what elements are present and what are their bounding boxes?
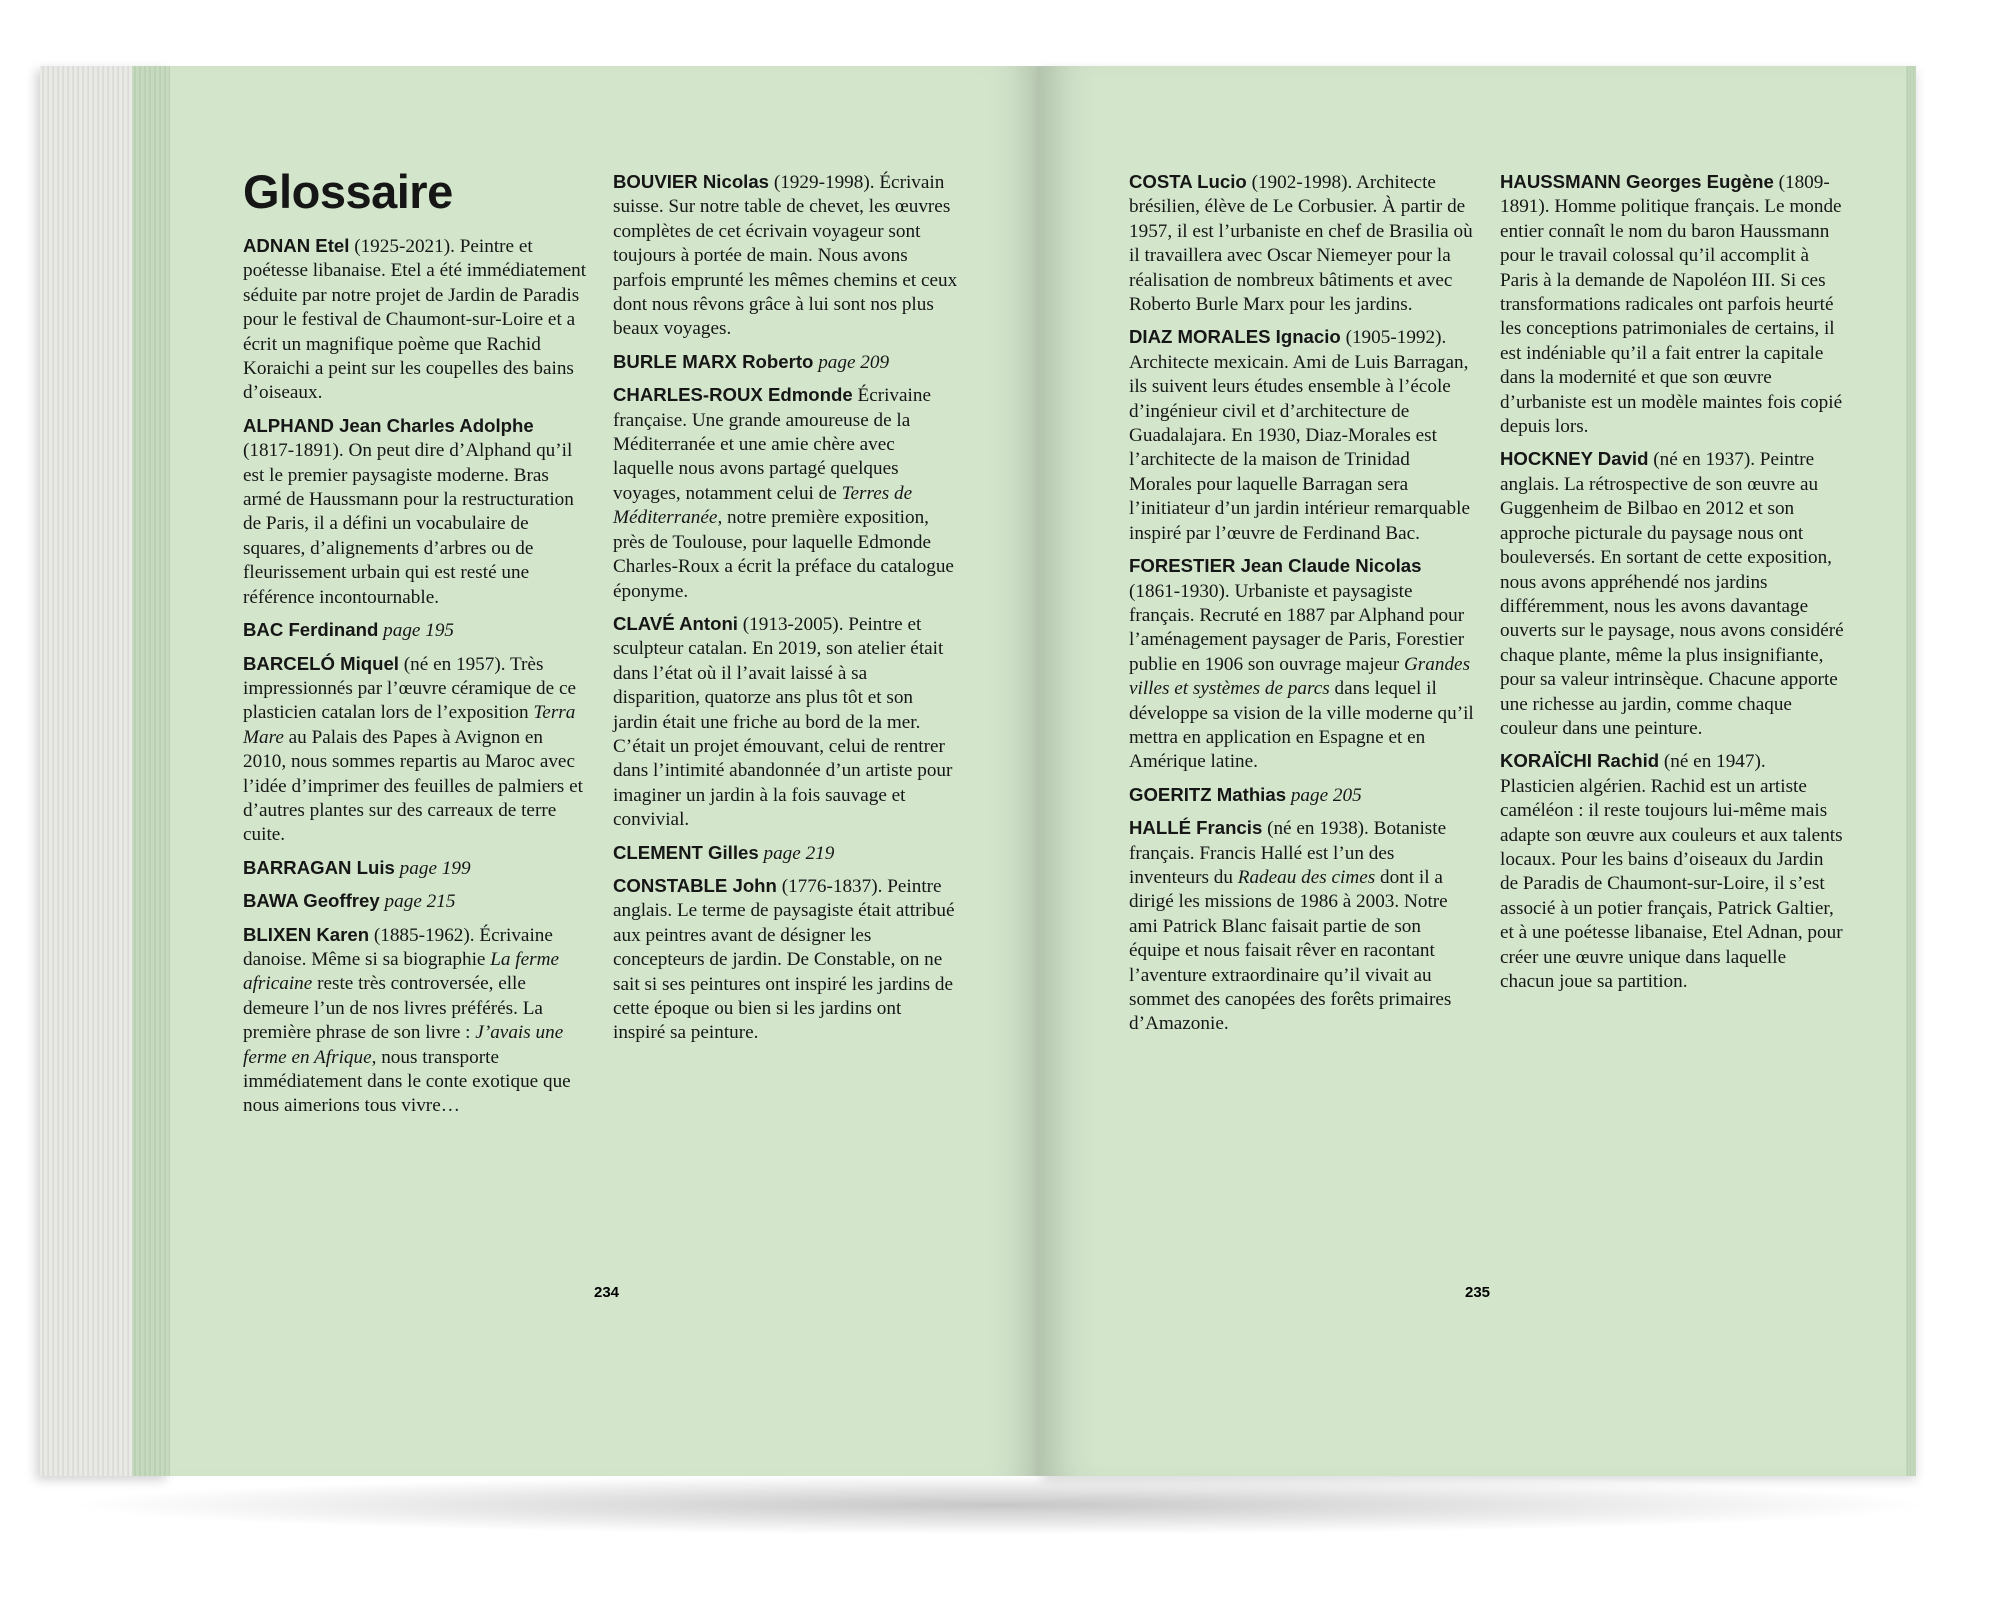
glossary-entry	[1500, 447, 1845, 741]
page-title: Glossaire	[243, 165, 453, 218]
entry-page-ref: page 195	[378, 620, 455, 642]
entry-name: BLIXEN Karen	[243, 923, 370, 945]
glossary-entry	[1129, 170, 1474, 317]
glossary-entry	[613, 170, 958, 342]
entry-text: (1776-1837). Peintre anglais. Le terme de paysagiste était attribué aux peintres avant de désigner les concepteurs de jardin. De Constable, on ne sait si ses peintures ont inspiré les jardins de cette époque ou bien si les jardins ont inspiré sa peinture.	[613, 875, 955, 1044]
glossary-entry	[613, 612, 958, 833]
entry-name: COSTA Lucio	[1129, 171, 1247, 192]
entry-page-ref: page 205	[1286, 784, 1362, 806]
entry-text: , notre première exposition, près de Toulouse, pour laquelle Edmonde Charles-Roux a écrit la préface du catalogue éponyme.	[613, 507, 954, 602]
glossary-entry	[243, 414, 588, 610]
entry-name: KORAÏCHI Rachid	[1500, 750, 1660, 772]
entry-italic-text: La ferme africaine	[243, 948, 559, 995]
page-edges-right	[1906, 66, 1916, 1476]
entry-italic-text: J’avais une ferme en Afrique	[243, 1022, 564, 1068]
entry-text: , nous transporte immédiatement dans le conte exotique que nous aimerions tous vivre…	[243, 1046, 571, 1117]
entry-name: BAC Ferdinand	[243, 619, 379, 641]
entry-italic-text: Terres de Méditerranée	[613, 482, 913, 529]
book-shadow	[60, 1475, 1940, 1535]
entry-name: FORESTIER Jean Claude Nicolas	[1129, 555, 1422, 577]
entry-text: (né en 1947). Plasticien algérien. Rachid est un artiste caméléon : il reste toujours lui-même mais adapte son œuvre aux couleurs et aux talents locaux. Pour les bains d’oiseaux du Jardin de Paradis de Chaumont-sur-Loire, il s’est associé à un potier français, Patrick Galtier, et à une poétesse libanaise, Etel Adnan, pour créer une œuvre unique dans laquelle chacun joue sa partition.	[1500, 751, 1843, 992]
entry-italic-text: Grandes villes et systèmes de parcs	[1129, 653, 1471, 700]
entry-name: CLEMENT Gilles	[613, 841, 759, 863]
entry-name: ADNAN Etel	[243, 235, 350, 256]
entry-text: (1925-2021). Peintre et poétesse libanaise. Etel a été immédiatement séduite par notre projet de Jardin de Paradis pour le festival de Chaumont-sur-Loire et a écrit un magnifique poème que Rachid Koraichi a peint sur les coupelles des bains d’oiseaux.	[243, 236, 587, 404]
entry-text: dans lequel il développe sa vision de la ville moderne qu’il mettra en application en Espagne et en Amérique latine.	[1129, 678, 1474, 773]
entry-name: HAUSSMANN Georges Eugène	[1500, 171, 1774, 192]
glossary-entry	[1129, 783, 1474, 808]
entry-name: CLAVÉ Antoni	[613, 612, 738, 634]
right-column-2	[1500, 170, 1845, 1002]
glossary-entry	[1500, 749, 1845, 994]
entry-text: (né en 1938). Botaniste français. Francis Hallé est l’un des inventeurs du	[1129, 818, 1447, 888]
entry-text: (1913-2005). Peintre et sculpteur catalan. En 2019, son atelier était dans l’état où il l’avait laissé à sa disparition, quatorze ans plus tôt et son jardin était une friche au bord de la mer. C’était un projet émouvant, celui de rentrer dans l’intimité abandonnée d’un artiste pour imaginer un jardin à la fois sauvage et convivial.	[613, 613, 953, 831]
page-edges-left-green	[132, 66, 170, 1476]
entry-name: GOERITZ Mathias	[1129, 783, 1287, 805]
glossary-entry	[243, 652, 588, 848]
entry-page-ref: page 215	[379, 891, 456, 913]
entry-italic-text: Terra Mare	[243, 702, 576, 748]
left-column-1	[243, 166, 588, 1127]
entry-name: BARRAGAN Luis	[243, 856, 395, 878]
entry-text: (1905-1992). Architecte mexicain. Ami de Luis Barragan, ils suivent leurs études ensemble à l’école d’ingénieur civil et d’architecture de Guadalajara. En 1930, Diaz-Morales est l’architecte de la maison de Trinidad Morales pour laquelle Barragan sera l’initiateur d’un jardin intérieur remarquable inspiré par l’œuvre de Ferdinand Bac.	[1129, 327, 1470, 544]
entry-text: reste très controversée, elle demeure l’un de nos livres préférés. La première phrase de son livre :	[243, 973, 543, 1044]
entry-page-ref: page 199	[394, 857, 471, 879]
glossary-entry	[1129, 325, 1474, 546]
entry-name: BURLE MARX Roberto	[613, 350, 814, 372]
glossary-entry	[1129, 816, 1474, 1037]
entry-page-ref: page 219	[758, 842, 835, 864]
right-column-1	[1129, 170, 1474, 1045]
page-number-right: 235	[1465, 1284, 1491, 1301]
page-number-left: 234	[594, 1284, 620, 1301]
entry-text: (1809-1891). Homme politique français. Le monde entier connaît le nom du baron Haussmann pour le travail colossal qu’il accomplit à Paris à la demande de Napoléon III. Si ces transformations radicales ont parfois heurté les conceptions patrimoniales de certains, il est indéniable qu’il a fait entrer la capitale dans la modernité et que son œuvre d’urbaniste est un modèle maintes fois copié depuis lors.	[1500, 172, 1843, 438]
entry-name: BOUVIER Nicolas	[613, 171, 770, 192]
glossary-entry	[243, 234, 588, 406]
left-column-2	[613, 170, 958, 1054]
glossary-entry	[243, 618, 588, 643]
glossary-entry	[243, 856, 588, 881]
entry-name: CONSTABLE John	[613, 874, 777, 896]
entry-text: au Palais des Papes à Avignon en 2010, nous sommes repartis au Maroc avec l’idée d’imprimer des feuilles de palmiers et d’autres plantes sur des carreaux de terre cuite.	[243, 726, 583, 846]
glossary-entry	[1500, 170, 1845, 439]
entry-text: (1817-1891). On peut dire d’Alphand qu’il est le premier paysagiste moderne. Bras armé de Haussmann pour la restructuration de Paris, il a défini un vocabulaire de squares, d’alignements d’arbres ou de fleurissement urbain qui est resté une référence incontournable.	[243, 440, 574, 608]
glossary-entry	[243, 889, 588, 914]
entry-name: HALLÉ Francis	[1129, 817, 1263, 839]
entry-name: DIAZ MORALES Ignacio	[1129, 326, 1341, 348]
entry-name: BAWA Geoffrey	[243, 890, 380, 912]
entry-name: ALPHAND Jean Charles Adolphe	[243, 414, 534, 436]
entry-text: dont il a dirigé les missions de 1986 à 2003. Notre ami Patrick Blanc faisait partie de son équipe et nous faisait rêver en racontant l’aventure extraordinaire qu’il vivait au sommet des canopées des forêts primaires d’Amazonie.	[1129, 866, 1452, 1035]
glossary-entry	[243, 923, 588, 1119]
entry-page-ref: page 209	[813, 351, 890, 373]
entry-text: (1929-1998). Écrivain suisse. Sur notre table de chevet, les œuvres complètes de cet écrivain voyageur sont toujours à portée de main. Nous avons parfois emprunté les mêmes chemins et ceux dont nous rêvons grâce à lui sont nos plus beaux voyages.	[613, 172, 958, 340]
entry-name: CHARLES-ROUX Edmonde	[613, 384, 853, 406]
entry-name: HOCKNEY David	[1500, 448, 1649, 470]
entry-text: (né en 1937). Peintre anglais. La rétrospective de son œuvre au Guggenheim de Bilbao en 2012 et son approche picturale du paysage nous ont bouleversés. En sortant de cette exposition, nous avons appréhendé nos jardins différemment, nous les avons davantage ouverts sur le paysage, nous avons considéré chaque plante, même la plus insignifiante, pour sa valeur intrinsèque. Chacune apporte une richesse au jardin, comme chaque couleur dans une peinture.	[1500, 449, 1844, 739]
entry-name: BARCELÓ Miquel	[243, 652, 399, 674]
entry-text: (1861-1930). Urbaniste et paysagiste français. Recruté en 1887 par Alphand pour l’aménagement paysager de Paris, Forestier publie en 1906 son ouvrage majeur	[1129, 580, 1465, 675]
glossary-entry	[1129, 554, 1474, 775]
entry-text: (1885-1962). Écrivaine danoise. Même si sa biographie	[243, 924, 553, 970]
glossary-entry	[613, 350, 958, 375]
entry-text: (1902-1998). Architecte brésilien, élève de Le Corbusier. À partir de 1957, il est l’urbaniste en chef de Brasilia où il travaillera avec Oscar Niemeyer pour la réalisation de nombreux bâtiments et avec Roberto Burle Marx pour les jardins.	[1129, 172, 1473, 316]
entry-text: Écrivaine française. Une grande amoureuse de la Méditerranée et une amie chère avec laquelle nous avons partagé quelques voyages, notamment celui de	[613, 385, 931, 504]
glossary-entry	[613, 874, 958, 1046]
glossary-entry	[613, 383, 958, 604]
entry-italic-text: Radeau des cimes	[1237, 866, 1376, 888]
entry-text: (né en 1957). Très impressionnés par l’œuvre céramique de ce plasticien catalan lors de l’exposition	[243, 653, 576, 724]
glossary-entry	[613, 841, 958, 866]
